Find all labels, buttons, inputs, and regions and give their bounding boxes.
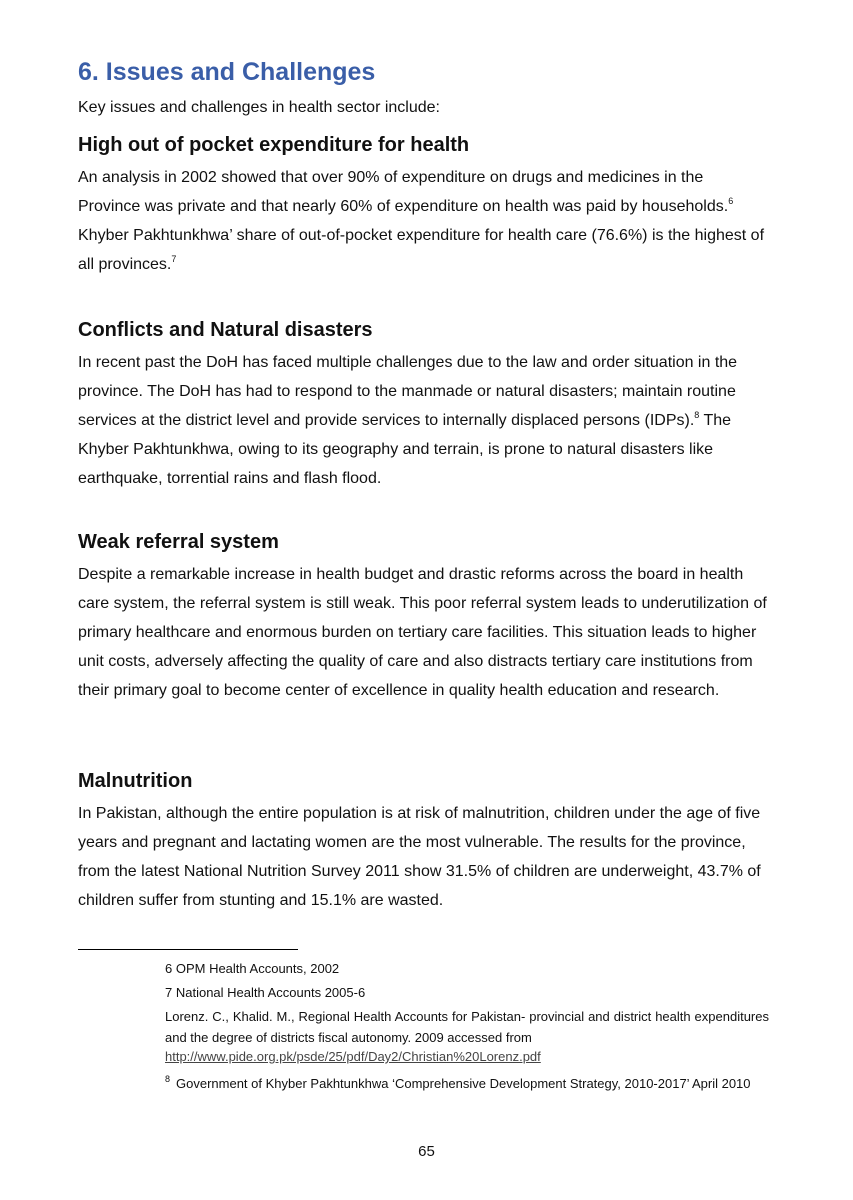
paragraph-text: Khyber Pakhtunkhwa’ share of out-of-pocket expenditure for health care (76.6%) is the highest of all provinces. [78,227,765,273]
footnotes [165,958,769,1097]
footnote-7: 7 National Health Accounts 2005-6 [165,985,366,1000]
footnote-number: 8 [165,1074,171,1084]
subsection-paragraph [78,159,768,279]
subsection-referral [78,528,768,705]
footnote-divider [78,949,298,950]
footnote-ref[interactable]: 8 [694,410,700,420]
footnote-lorenz [165,1006,769,1048]
subsection-heading: Conflicts and Natural disasters [78,319,373,341]
footnote-ref[interactable]: 6 [728,196,734,206]
subsection-paragraph: In Pakistan, although the entire population is at risk of malnutrition, children under the age of five years and pregnant and lactating women are the most vulnerable. The results for the province, from the latest National Nutrition Survey 2011 show 31.5% of children are underweight, 43.7% of children suffer from stunting and 15.1% are wasted. [78,805,761,909]
paragraph-text: An analysis in 2002 showed that over 90% of expenditure on drugs and medicines in the Province was private and that nearly 60% of expenditure on health was paid by households. [78,169,729,215]
subsection-conflicts [78,316,768,493]
page-number: 65 [418,1143,435,1160]
footnote-text: Lorenz. C., Khalid. M., Regional Health Accounts for Pakistan- provincial and district health expenditures and the degree of districts fiscal autonomy. 2009 accessed from [165,1009,769,1045]
footnote-8 [165,1073,769,1094]
footnote-6: 6 OPM Health Accounts, 2002 [165,961,340,976]
subsection-paragraph: Despite a remarkable increase in health budget and drastic reforms across the board in health care system, the referral system is still weak. This poor referral system leads to underutilization of primary healthcare and enormous burden on tertiary care facilities. This situation leads to higher unit costs, adversely affecting the quality of care and also distracts tertiary care institutions from their primary goal to become center of excellence in quality health education and research. [78,566,767,699]
section-header [78,52,768,119]
footnote-ref[interactable]: 7 [171,254,177,264]
footnote-lorenz-link-line [165,1046,769,1067]
subsection-heading: Weak referral system [78,531,279,553]
subsection-malnutrition [78,767,768,915]
subsection-heading: High out of pocket expenditure for health [78,134,470,156]
footnote-text: Government of Khyber Pakhtunkhwa ‘Comprehensive Development Strategy, 2010-2017’ April 2010 [176,1076,751,1091]
footnote-link[interactable]: http://www.pide.org.pk/psde/25/pdf/Day2/Christian%20Lorenz.pdf [165,1049,541,1064]
section-intro: Key issues and challenges in health sector include: [78,99,440,116]
paragraph-text: In recent past the DoH has faced multiple challenges due to the law and order situation in the province. The DoH has had to respond to the manmade or natural disasters; maintain routine services at the district level and provide services to internally displaced persons (IDPs). [78,354,738,429]
subsection-heading: Malnutrition [78,770,193,792]
footnote-lorenz-text [165,1006,769,1048]
paragraph-text: The Khyber Pakhtunkhwa, owing to its geography and terrain, is prone to natural disasters like earthquake, torrential rains and flash flood. [78,412,732,487]
section-title: 6. Issues and Challenges [78,58,376,86]
subsection-paragraph [78,344,768,493]
subsection-out-of-pocket [78,131,768,279]
